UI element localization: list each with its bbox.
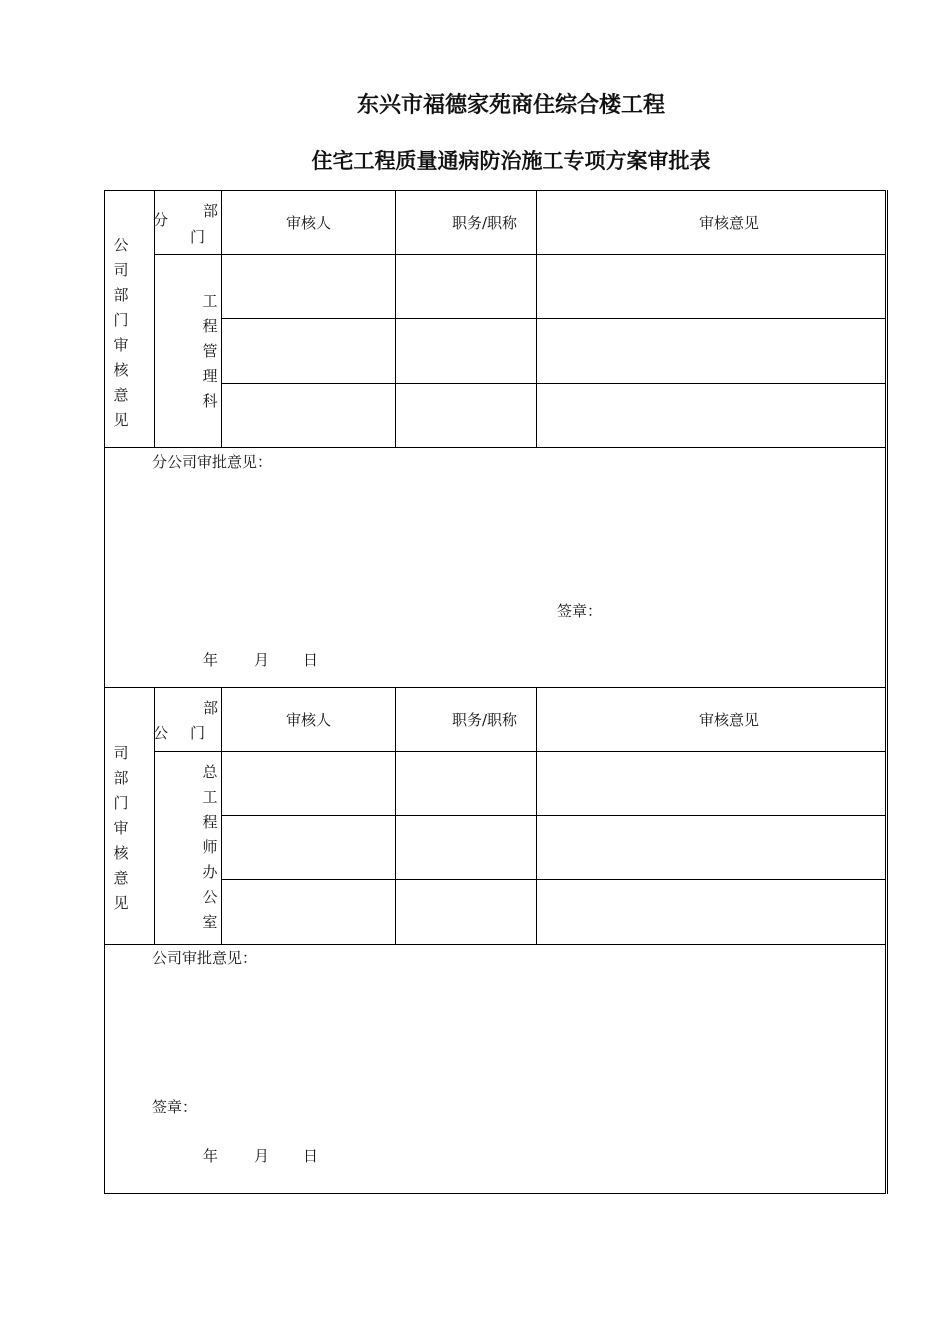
section2-dept-name — [201, 760, 219, 935]
vertical-char: 程 — [202, 813, 218, 831]
section2-date-year: 年 — [203, 1147, 219, 1165]
document-title: 东兴市福德家苑商住综合楼工程 — [356, 93, 665, 118]
vertical-char: 司 — [113, 744, 129, 762]
section1-col-opinion: 审核意见 — [698, 214, 759, 232]
section2-col-position: 职务/职称 — [451, 711, 518, 729]
vertical-char: 科 — [202, 392, 218, 410]
vertical-char: 工 — [202, 788, 218, 806]
vertical-char: 见 — [113, 894, 129, 912]
vertical-char: 公 — [202, 888, 218, 906]
vertical-char: 师 — [202, 838, 218, 856]
section1-approval-label: 分公司审批意见： — [152, 453, 273, 471]
section2-dept-header-left: 公 — [153, 724, 169, 742]
vertical-char: 审 — [113, 336, 129, 354]
vertical-char: 部 — [113, 769, 129, 787]
section1-col-reviewer: 审核人 — [285, 214, 331, 232]
section2-approval-label: 公司审批意见： — [152, 949, 258, 967]
vertical-char: 核 — [113, 361, 129, 379]
section1-dept-header-top: 部 — [203, 202, 219, 220]
section2-side-label — [112, 741, 130, 916]
vertical-char: 审 — [113, 819, 129, 837]
section1-side-label — [112, 233, 130, 433]
section1-date-month: 月 — [254, 651, 270, 669]
vertical-char: 程 — [202, 317, 218, 335]
vertical-char: 门 — [113, 311, 129, 329]
vertical-char: 公 — [113, 236, 129, 254]
vertical-char: 理 — [202, 367, 218, 385]
section2-col-reviewer: 审核人 — [285, 711, 331, 729]
vertical-char: 意 — [113, 386, 129, 404]
vertical-char: 核 — [113, 844, 129, 862]
section1-seal-label: 签章： — [557, 602, 603, 620]
section2-dept-header-top: 部 — [203, 699, 219, 717]
vertical-char: 意 — [113, 869, 129, 887]
vertical-char: 部 — [113, 286, 129, 304]
section1-dept-header-left: 分 — [153, 211, 169, 229]
section1-dept-name — [201, 289, 219, 414]
vertical-char: 门 — [113, 794, 129, 812]
section2-date-month: 月 — [254, 1147, 270, 1165]
vertical-char: 司 — [113, 261, 129, 279]
vertical-char: 总 — [202, 763, 218, 781]
vertical-char: 室 — [202, 913, 218, 931]
section1-date-day: 日 — [303, 651, 319, 669]
document-subtitle: 住宅工程质量通病防治施工专项方案审批表 — [311, 149, 711, 173]
vertical-char: 管 — [202, 342, 218, 360]
section1-date-year: 年 — [203, 651, 219, 669]
vertical-char: 工 — [202, 292, 218, 310]
section2-col-opinion: 审核意见 — [698, 711, 759, 729]
section1-col-position: 职务/职称 — [451, 214, 518, 232]
vertical-char: 见 — [113, 411, 129, 429]
section1-dept-header-bottom: 门 — [190, 228, 206, 246]
section2-seal-label: 签章： — [152, 1098, 198, 1116]
section2-date-day: 日 — [303, 1147, 319, 1165]
section2-dept-header-bottom: 门 — [190, 724, 206, 742]
vertical-char: 办 — [202, 863, 218, 881]
